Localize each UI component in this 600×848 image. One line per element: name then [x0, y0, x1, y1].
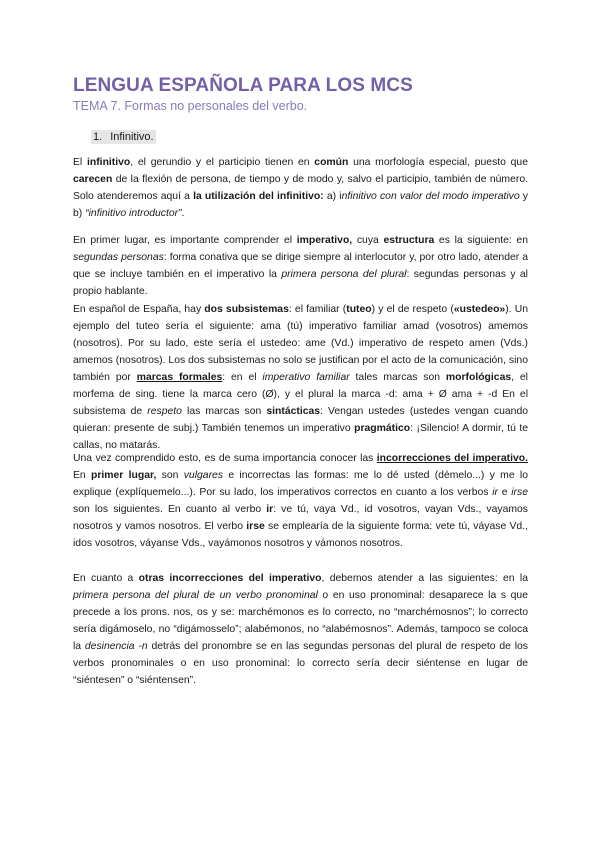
italic-run: primera persona del plural de un verbo pronominal	[73, 590, 318, 601]
text-run: : Vengan ustedes (ustedes vengan cuando quieran: presente de subj.) También tenemos un imperativo	[73, 406, 528, 434]
section-number: 1.	[93, 131, 103, 143]
text-run: .	[181, 208, 185, 219]
paragraph-incorrecciones	[73, 450, 528, 552]
bold-run: dos subsistemas	[204, 304, 289, 315]
text-run: : el familiar (	[288, 304, 347, 315]
bold-underlined-run: incorrecciones del imperativo.	[376, 453, 528, 464]
bold-run: la utilización del infinitivo:	[193, 191, 324, 202]
bold-run: tuteo	[346, 304, 372, 315]
bold-run: «ustedeo»	[453, 304, 506, 315]
text-run: : ¡Silencio! A dormir, tú te callas, no matarás.	[73, 423, 528, 451]
text-run: , debemos atender a las siguientes: en la	[321, 573, 528, 584]
text-run: tales marcas son	[349, 372, 446, 383]
bold-run: común	[314, 157, 349, 168]
text-run: se emplearía de la siguiente forma: vete tú, váyase Vd., idos vosotros, váyanse Vds., vayámonos nosotros y vámonos nosotros.	[73, 521, 528, 549]
text-run: En cuanto a	[73, 573, 139, 584]
italic-run: “infinitivo introductor”	[85, 208, 182, 219]
text-run: las marcas son	[181, 406, 267, 417]
text-run: En primer lugar, es importante comprender el	[73, 235, 297, 246]
text-run: : en el	[222, 372, 263, 383]
italic-run: vulgares	[183, 470, 224, 481]
text-run: y b)	[73, 191, 529, 219]
bold-run: sintácticas	[266, 406, 321, 417]
text-run: son	[156, 470, 184, 481]
text-run: : ve tú, vaya Vd., id vosotros, vayan Vds., vayamos nosotros y vamos nosotros. El verbo	[73, 504, 528, 532]
section-heading-infinitivo	[91, 130, 156, 144]
text-run: una morfología especial, puesto que	[348, 157, 528, 168]
bold-run: primer lugar,	[91, 470, 157, 481]
text-run: de la flexión de persona, de tiempo y de modo y, salvo el participio, también de número. Solo atenderemos aquí a	[73, 174, 528, 202]
document-subtitle: TEMA 7. Formas no personales del verbo.	[73, 99, 308, 113]
text-run: , el gerundio y el participio tienen en	[130, 157, 315, 168]
text-run: : forma conativa que se dirige siempre al interlocutor y, por otro lado, atender a que se incluye también en el imperativo la	[73, 252, 529, 280]
text-run: : segundas personas y al propio hablante.	[73, 269, 528, 297]
text-run: son los siguientes. En cuanto al verbo	[73, 504, 267, 515]
bold-run: irse	[246, 521, 265, 532]
section-label: Infinitivo.	[110, 131, 154, 143]
bold-run: otras incorrecciones del imperativo	[138, 573, 322, 584]
text-run: ) y el de respeto (	[371, 304, 454, 315]
bold-run: pragmático	[354, 423, 411, 434]
bold-underlined-run: marcas formales	[136, 372, 223, 383]
text-run: e	[498, 487, 512, 498]
paragraph-otras-incorrecciones	[73, 570, 528, 689]
text-run: En español de España, hay	[73, 304, 205, 315]
text-run: cuya	[352, 235, 384, 246]
paragraph-infinitivo-intro	[73, 154, 528, 222]
bold-run: ir	[266, 504, 274, 515]
italic-run: nfinitivo con valor del modo imperativo	[341, 191, 520, 202]
italic-run: ir	[492, 487, 499, 498]
bold-run: carecen	[73, 174, 113, 185]
italic-run: respeto	[147, 406, 182, 417]
italic-run: primera persona del plural	[281, 269, 407, 280]
italic-run: imperativo familiar	[262, 372, 350, 383]
bold-run: estructura	[383, 235, 435, 246]
bold-run: infinitivo	[86, 157, 131, 168]
text-run: a) i	[323, 191, 342, 202]
paragraph-imperativo-estructura	[73, 232, 528, 300]
text-run: o en uso pronominal: desaparece la s que precede a los prons. nos, os y se: marchémonos es lo correcto, no “marchémosnos”; lo correcto sería digámoselo, no “digámosselo”; alabémonos, no “alabémosnos”. Además, tampoco se coloca la	[73, 590, 528, 652]
text-run: ). Un ejemplo del tuteo sería el siguiente: ama (tú) imperativo familiar amad (vosotros) amemos (nosotros). Por su lado, este sería el ustedeo: ame (Vd.) imperativo de respeto amen (Vds.) amemos (nosotros). Los dos subsistemas no solo se justifican por el acto de la comunicación, sino también por	[73, 304, 528, 383]
text-run: es la siguiente: en	[434, 235, 528, 246]
document-title: LENGUA ESPAÑOLA PARA LOS MCS	[73, 75, 413, 96]
text-run: Una vez comprendido esto, es de suma importancia conocer las	[73, 453, 377, 464]
italic-run: segundas personas	[73, 252, 164, 263]
paragraph-subsistemas	[73, 301, 528, 454]
bold-run: morfológicas	[445, 372, 512, 383]
text-run: e incorrectas las formas: me lo dé usted (démelo...) y me lo explique (explíquemelo...). Por su lado, los imperativos correctos en cuanto a los verbos	[73, 470, 528, 498]
italic-run: irse	[511, 487, 528, 498]
italic-run: desinencia -n	[84, 641, 148, 652]
text-run: En	[73, 470, 92, 481]
bold-run: imperativo,	[296, 235, 353, 246]
text-run: , el morfema de sing. tiene la marca cero (Ø), y el plural la marca -d: ama + Ø ama + -d En el subsistema de	[73, 372, 528, 417]
text-run: El	[73, 157, 87, 168]
text-run: detrás del pronombre se en las segundas personas del plural de respeto de los verbos pronominales o en uso pronominal: lo correcto sería decir siéntense en lugar de “siéntesen” o “siéntensen”.	[73, 641, 528, 686]
